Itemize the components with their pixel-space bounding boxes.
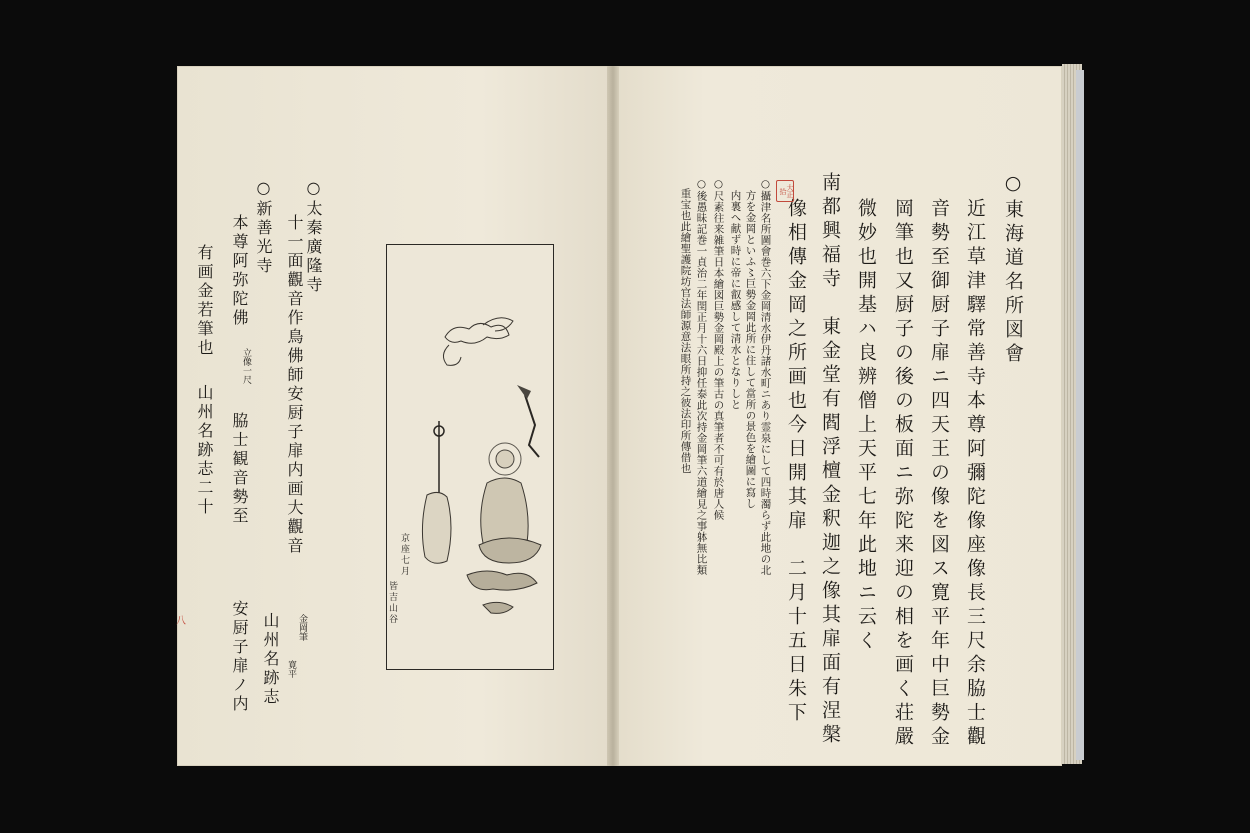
right-text-col-4: 岡筆也又厨子の後の板面ニ弥陀来迎の相を画く荘嚴 (892, 198, 914, 750)
buddha-illustration-frame (386, 244, 554, 670)
right-small-col-4: ○尺素往来雑筆日本繪図巨勢金岡殿上の筆古の真筆者不可有於唐人候 (712, 178, 725, 521)
buddha-illustration (387, 245, 553, 669)
left-heading-1: ○太秦廣隆寺 (304, 178, 323, 295)
red-page-mark: 八 (176, 616, 186, 627)
right-heading: ○東海道名所図會 (1002, 172, 1024, 367)
right-text-col-7: 像相傳金岡之所画也今日開其扉 二月十五日朱下 (785, 198, 807, 726)
right-small-col-6: 重宝也此繪聖護院坊官法師源意法眼所持之彼法印所傳借也 (679, 188, 692, 474)
left-ref-2: 山州名跡志二十 (195, 384, 214, 517)
illustration-caption-date: 京座七月 (399, 533, 409, 577)
red-seal-stamp: 大正拾 (776, 180, 794, 202)
left-text-col-5: 有画金若筆也 (195, 244, 214, 358)
left-text-col-4a: 本尊阿弥陀佛 (230, 214, 249, 328)
left-ref-1: 山州名跡志 (261, 612, 280, 707)
book-cover-edge (1076, 70, 1084, 760)
right-text-col-2: 近江草津驛常善寺本尊阿彌陀像座像長三尺余脇士觀 (964, 198, 986, 750)
right-small-col-3: 内裏へ献ず時に帝に叡感して清水となりしと (729, 190, 742, 410)
right-text-col-5: 微妙也開基ハ良辨僧上天平七年此地ニ云く (855, 198, 877, 654)
right-text-col-3: 音勢至御厨子扉ニ四天王の像を図ス寛平年中巨勢金 (928, 198, 950, 750)
left-text-col-4b: 脇士観音勢至 (230, 412, 249, 526)
book-gutter (607, 66, 619, 766)
left-note-1: 金岡筆 (297, 614, 307, 641)
left-text-col-2: 十一面觀音作鳥佛師安厨子扉内画大觀音 (285, 214, 304, 556)
left-text-col-4c: 安厨子扉ノ内 (230, 600, 249, 714)
right-small-col-5: ○後愚昧記巻一貞治二年閏正月十六日抑任泰此次持金岡筆六道繪見之事躰無比類 (695, 178, 708, 576)
right-small-col-1: ○攝津名所圖會巻六下金岡清水伊丹諸水町ニあり霊泉にして四時濁らず此地の北 (759, 178, 772, 576)
illustration-caption-signature: 皆吉山谷 (387, 581, 397, 625)
left-note-3: 立像一尺 (241, 348, 251, 384)
left-heading-2: ○新善光寺 (254, 178, 273, 276)
right-text-col-6: 南都興福寺 東金堂有閻浮檀金釈迦之像其扉面有涅槃 (819, 172, 841, 748)
right-small-col-2: 方を金岡といふ〻巨勢金岡此所に住して當所の景色を繪圖に寫し (744, 190, 757, 509)
left-note-2: 寛平 (286, 660, 296, 678)
